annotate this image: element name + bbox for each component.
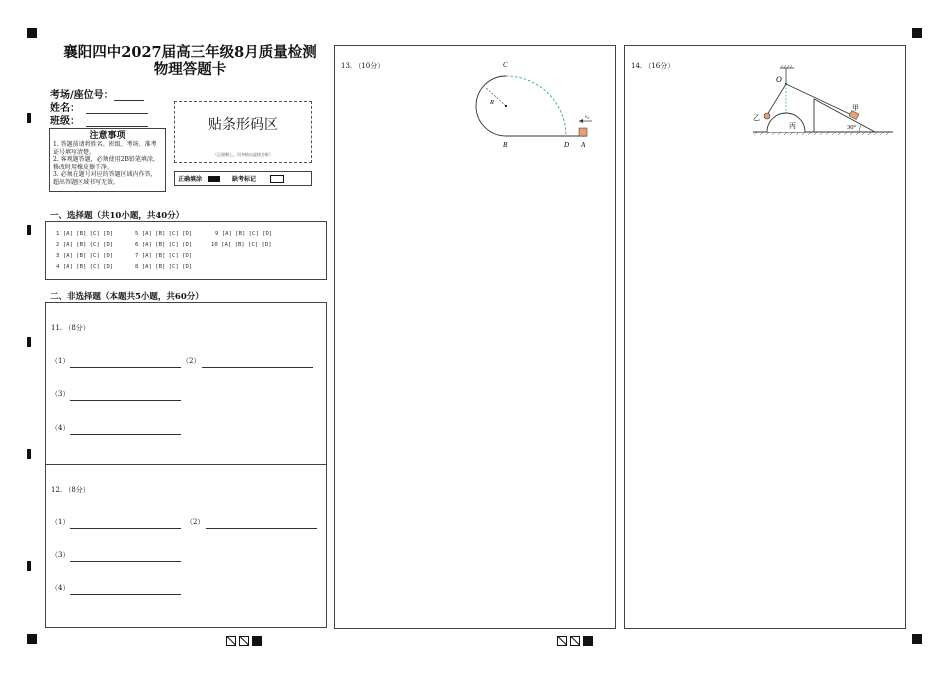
- choice-item[interactable]: 3 [A] [B] [C] [D]: [56, 253, 114, 259]
- q11-blank4-label: （4）: [51, 424, 70, 432]
- choice-answer-box: [45, 221, 327, 280]
- fill-example: [174, 171, 312, 186]
- q11-blank4[interactable]: [70, 434, 181, 435]
- radius-line: [485, 87, 506, 106]
- class-label: 班级：: [50, 116, 80, 127]
- marker-fill: [252, 636, 262, 646]
- q13-figure: [335, 46, 617, 166]
- label-bing: 丙: [789, 122, 796, 130]
- q11-blank2-label: （2）: [182, 357, 201, 365]
- track-dashed-arc: [506, 76, 566, 136]
- q14-figure: [625, 46, 907, 156]
- section1-heading: 一、选择题（共10小题，共40分）: [50, 211, 185, 221]
- label-yi: 乙: [753, 114, 760, 122]
- q12-blank3[interactable]: [70, 561, 181, 562]
- q12-title: 12. （8分）: [51, 486, 90, 494]
- q12-blank2[interactable]: [206, 528, 317, 529]
- label-D: D: [564, 141, 570, 149]
- name-label: 姓名：: [50, 103, 80, 114]
- title-line-1: 襄阳四中2027届高三年级8月质量检测: [63, 44, 317, 61]
- notice-item: 2. 客观题答题，必须使用2B铅笔填涂，修改时用橡皮擦干净。: [53, 156, 159, 171]
- marker-box: [226, 636, 236, 646]
- page-marker-right: [557, 636, 593, 646]
- timing-mark: [27, 449, 31, 459]
- label-O: O: [776, 75, 782, 84]
- choice-item[interactable]: 2 [A] [B] [C] [D]: [56, 242, 114, 248]
- string-to-yi: [767, 84, 786, 115]
- ball-yi: [764, 113, 770, 119]
- q12-blank1[interactable]: [70, 528, 181, 529]
- choice-item[interactable]: 1 [A] [B] [C] [D]: [56, 231, 114, 237]
- barcode-title: 贴条形码区: [208, 117, 278, 133]
- marker-box: [570, 636, 580, 646]
- track-solid-arc: [476, 76, 506, 136]
- correct-fill-sample: [208, 176, 220, 182]
- q12-blank1-label: （1）: [51, 518, 70, 526]
- q11-blank2[interactable]: [202, 367, 313, 368]
- choice-item[interactable]: 8 [A] [B] [C] [D]: [135, 264, 193, 270]
- choice-item[interactable]: 6 [A] [B] [C] [D]: [135, 242, 193, 248]
- marker-box: [557, 636, 567, 646]
- title-line-2: 物理答题卡: [153, 61, 227, 78]
- registration-mark: [912, 634, 922, 644]
- q11-blank1-label: （1）: [51, 357, 70, 365]
- q13-answer-area[interactable]: [334, 45, 616, 629]
- label-jia: 甲: [852, 104, 859, 112]
- block: [579, 128, 587, 136]
- q14-title: 14. （16分）: [631, 62, 675, 70]
- marker-fill: [583, 636, 593, 646]
- choice-item[interactable]: 7 [A] [B] [C] [D]: [135, 253, 193, 259]
- page-title: [50, 44, 330, 78]
- choice-item[interactable]: 9 [A] [B] [C] [D]: [215, 231, 273, 237]
- choice-item[interactable]: 5 [A] [B] [C] [D]: [135, 231, 193, 237]
- absent-mark-box[interactable]: [270, 175, 284, 183]
- timing-mark: [27, 561, 31, 571]
- notice-title: 注意事项: [89, 131, 126, 141]
- q11-title: 11. （8分）: [51, 324, 90, 332]
- choice-item[interactable]: 4 [A] [B] [C] [D]: [56, 264, 114, 270]
- q12-blank2-label: （2）: [186, 518, 205, 526]
- seat-label: 考场/座位号：: [50, 90, 114, 101]
- registration-mark: [912, 28, 922, 38]
- label-B: B: [503, 141, 508, 149]
- q12-blank4-label: （4）: [51, 584, 70, 592]
- notice-item: 3. 必须在题号对应的答题区域内作答，超出答题区域书写无效。: [53, 171, 157, 186]
- notice-item: 1. 答题前请将姓名、班级、考场、准考证号填写清楚。: [53, 141, 157, 156]
- notice-box: [49, 128, 166, 192]
- q11-blank3[interactable]: [70, 400, 181, 401]
- q12-blank4[interactable]: [70, 594, 181, 595]
- q11-blank1[interactable]: [70, 367, 181, 368]
- wedge: [814, 99, 875, 132]
- page-marker-left: [226, 636, 262, 646]
- barcode-area: [174, 101, 312, 163]
- correct-fill-label: 正确填涂: [178, 176, 203, 183]
- class-field[interactable]: [50, 112, 148, 127]
- q12-blank3-label: （3）: [51, 551, 70, 559]
- label-A: A: [581, 141, 586, 149]
- q11-answer-area[interactable]: [45, 302, 327, 465]
- q12-answer-area[interactable]: [45, 464, 327, 628]
- marker-box: [239, 636, 249, 646]
- registration-mark: [27, 28, 37, 38]
- label-R: R: [490, 99, 494, 106]
- absent-mark-label: 缺考标记: [232, 176, 257, 183]
- q13-title: 13. （10分）: [341, 62, 385, 70]
- barcode-hint: （正面朝上，切勿贴出虚线方框）: [213, 152, 273, 157]
- label-C: C: [503, 61, 508, 69]
- velocity-arrowhead: [579, 119, 583, 123]
- section2-heading: 二、非选择题（本题共5小题，共60分）: [50, 292, 204, 302]
- registration-mark: [27, 634, 37, 644]
- timing-mark: [27, 113, 31, 123]
- semicircle-bing: [767, 113, 805, 132]
- timing-mark: [27, 225, 31, 235]
- label-v0: v₀: [585, 114, 590, 120]
- q11-blank3-label: （3）: [51, 390, 70, 398]
- label-angle: 30°: [847, 124, 857, 131]
- timing-mark: [27, 337, 31, 347]
- choice-item[interactable]: 10 [A] [B] [C] [D]: [211, 242, 272, 248]
- q14-answer-area[interactable]: [624, 45, 906, 629]
